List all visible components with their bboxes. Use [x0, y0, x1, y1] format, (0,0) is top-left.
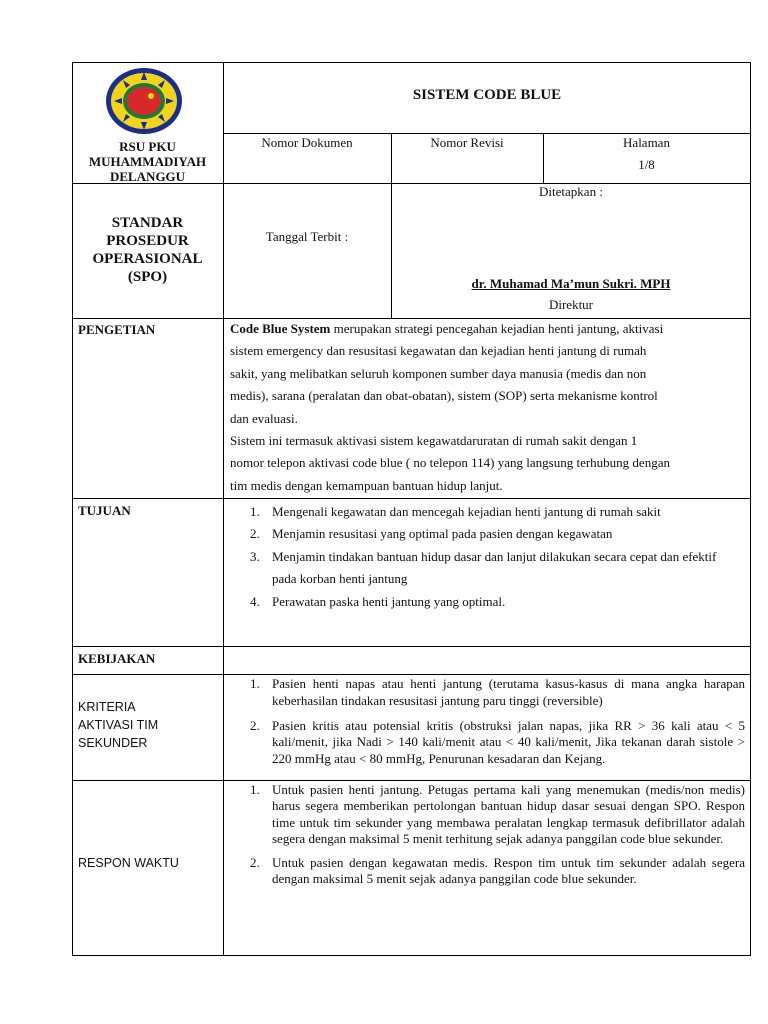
pengetian-line-7: nomor telepon aktivasi code blue ( no telepon 114) yang langsung terhubung dengan: [230, 455, 670, 471]
pengetian-line-2: sistem emergency dan resusitasi kegawatan dan kejadian henti jantung di rumah: [230, 343, 647, 359]
list-item: 1. Untuk pasien henti jantung. Petugas pertama kali yang menemukan (medis/non medis) harus segera memberikan pertolongan bantuan hidup dasar sesuai dengan SPO. Respon time untuk tim sekunder yang membawa peralatan lengkap termasuk defibrillator adalah segera dengan maksimal 5 menit terhitung sejak adanya panggilan code blue sekunder.: [250, 782, 745, 846]
document-title: SISTEM CODE BLUE: [412, 87, 562, 103]
kebijakan-label: KEBIJAKAN: [78, 651, 156, 666]
spo-title-line-1: STANDAR: [111, 215, 184, 231]
list-item: 1. Pasien henti napas atau henti jantung (terutama kasus-kasus di mana angka harapan keberhasilan tindakan resusitasi jantung paru tinggi (reversible): [250, 676, 745, 708]
pengetian-line-6: Sistem ini termasuk aktivasi sistem kegawatdaruratan di rumah sakit dengan 1: [230, 433, 638, 449]
spo-title-line-2: PROSEDUR: [106, 233, 189, 249]
divider-dokumen-revisi: [391, 133, 392, 319]
pengetian-line-8: tim medis dengan kemampuan bantuan hidup lanjut.: [230, 477, 503, 493]
institution-name-line-2: MUHAMMADIYAH: [88, 154, 207, 169]
tujuan-label: TUJUAN: [78, 503, 131, 518]
pengetian-lead: Code Blue System: [230, 321, 331, 336]
list-item: 3. Menjamin tindakan bantuan hidup dasar dan lanjut dilakukan secara cepat dan efektif pada korban henti jantung: [250, 548, 717, 587]
halaman-label: Halaman: [623, 135, 670, 150]
list-item: 2. Pasien kritis atau potensial kritis (obstruksi jalan napas, jika RR > 36 kali atau < 5 kali/menit, jika Nadi > 140 kali/menit atau < 40 kali/menit, Jika tekanan darah sistole > 220 mmHg atau < 80 mmHg, Penurunan kesadaran dan Kejang.: [250, 717, 745, 767]
border-top: [72, 62, 751, 63]
divider-tujuan: [72, 646, 751, 647]
tujuan-item-2: Menjamin resusitasi yang optimal pada pasien dengan kegawatan: [272, 526, 613, 542]
divider-title: [223, 133, 751, 134]
border-bottom: [72, 955, 751, 956]
signer-name: dr. Muhamad Ma’mun Sukri. MPH: [471, 276, 671, 291]
list-item: 2. Untuk pasien dengan kegawatan medis. Respon tim untuk tim sekunder adalah segera dengan maksimal 5 menit sejak adanya panggilan code blue sekunder.: [250, 855, 745, 887]
list-item: 4. Perawatan paska henti jantung yang optimal.: [250, 593, 506, 609]
tanggal-terbit-label: Tanggal Terbit :: [265, 229, 349, 244]
divider-kebijakan: [72, 674, 751, 675]
kriteria-label-line-2: AKTIVASI TIM: [78, 718, 159, 732]
nomor-revisi-label: Nomor Revisi: [430, 135, 504, 150]
pengetian-text: [230, 318, 748, 497]
pengetian-label: PENGETIAN: [78, 322, 156, 337]
nomor-dokumen-label: Nomor Dokumen: [261, 135, 353, 150]
halaman-value: 1/8: [638, 157, 655, 172]
respon-list: [230, 782, 745, 888]
divider-label-column: [223, 62, 224, 956]
spo-title-line-3: OPERASIONAL: [92, 251, 203, 267]
kriteria-label-line-1: KRITERIA: [78, 700, 136, 714]
pengetian-line-5: dan evaluasi.: [230, 410, 298, 426]
divider-pengetian: [72, 498, 751, 499]
respon-item-2: Untuk pasien dengan kegawatan medis. Respon tim untuk tim sekunder adalah segera dengan maksimal 5 menit sejak adanya panggilan code blue sekunder.: [272, 855, 745, 887]
divider-kriteria: [72, 780, 751, 781]
pengetian-line-1-rest: merupakan strategi pencegahan kejadian henti jantung, aktivasi: [330, 321, 664, 336]
tujuan-item-4: Perawatan paska henti jantung yang optimal.: [272, 593, 506, 609]
signer-title: Direktur: [548, 297, 594, 312]
institution-name-line-3: DELANGGU: [109, 169, 186, 184]
ditetapkan-label: Ditetapkan :: [539, 184, 603, 199]
tujuan-item-3: Menjamin tindakan bantuan hidup dasar dan lanjut dilakukan secara cepat dan efektif pada korban henti jantung: [272, 548, 717, 587]
pengetian-line-3: sakit, yang melibatkan seluruh komponen sumber daya manusia (medis dan non: [230, 365, 647, 381]
tujuan-list: [230, 501, 748, 613]
border-left: [72, 62, 73, 956]
kriteria-item-1: Pasien henti napas atau henti jantung (terutama kasus-kasus di mana angka harapan keberhasilan tindakan resusitasi jantung paru tinggi (reversible): [272, 676, 745, 708]
spo-title-line-4: (SPO): [127, 269, 168, 285]
institution-name-line-1: RSU PKU: [119, 139, 176, 154]
kriteria-item-2: Pasien kritis atau potensial kritis (obstruksi jalan napas, jika RR > 36 kali atau < 5 kali/menit, jika Nadi > 140 kali/menit atau < 40 kali/menit, Jika tekanan darah sistole > 220 mmHg atau < 80 mmHg, Penurunan kesadaran dan Kejang.: [272, 717, 745, 767]
tujuan-item-1: Mengenali kegawatan dan mencegah kejadian henti jantung di rumah sakit: [272, 504, 661, 519]
respon-item-1: Untuk pasien henti jantung. Petugas pertama kali yang menemukan (medis/non medis) harus segera memberikan pertolongan bantuan hidup dasar sesuai dengan SPO. Respon time untuk tim sekunder yang membawa peralatan lengkap termasuk defibrillator adalah segera dengan maksimal 5 menit terhitung sejak adanya panggilan code blue sekunder.: [272, 782, 745, 846]
pengetian-line-4: medis), sarana (peralatan dan obat-obatan), sistem (SOP) serta mekanisme kontrol: [230, 388, 658, 404]
respon-waktu-label: RESPON WAKTU: [78, 856, 179, 870]
hospital-logo-icon: [104, 66, 184, 136]
kriteria-label-line-3: SEKUNDER: [78, 736, 148, 750]
list-item: 1. Mengenali kegawatan dan mencegah kejadian henti jantung di rumah sakit: [250, 504, 661, 519]
pengetian-line-1: [230, 318, 748, 340]
list-item: 2. Menjamin resusitasi yang optimal pada pasien dengan kegawatan: [250, 526, 613, 542]
kriteria-list: [230, 676, 745, 768]
